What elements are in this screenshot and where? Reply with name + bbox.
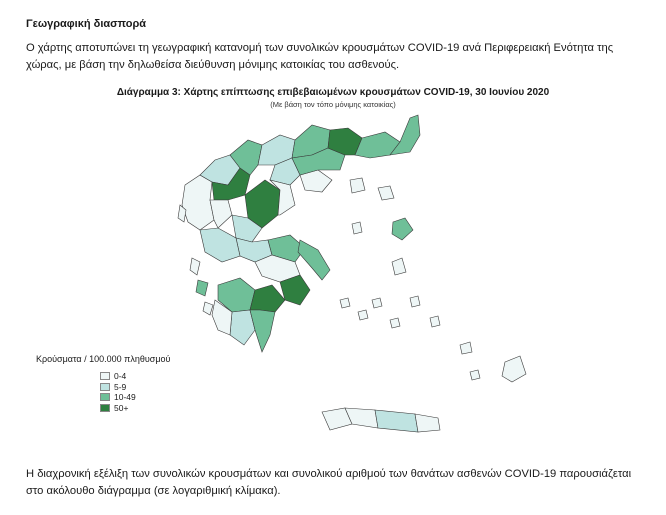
map-region: [182, 175, 214, 230]
map-region: [392, 218, 413, 240]
map-region: [392, 258, 406, 275]
map-region: [203, 302, 213, 315]
legend-swatch: [100, 383, 110, 391]
legend-swatch: [100, 372, 110, 380]
legend-title: Κρούσματα / 100.000 πληθυσμού: [36, 354, 171, 364]
map-region: [298, 240, 330, 280]
map-subtitle: (Με βάση τον τόπο μόνιμης κατοικίας): [270, 100, 396, 109]
legend-swatch: [100, 404, 110, 412]
map-region: [375, 410, 418, 432]
legend-item: [100, 392, 136, 402]
map-region: [190, 258, 200, 275]
map-region: [358, 310, 368, 320]
map-region: [390, 318, 400, 328]
map-region: [460, 342, 472, 354]
intro-paragraph: Ο χάρτης αποτυπώνει τη γεωγραφική κατανομή των συνολικών κρουσμάτων COVID-19 ανά Περιφερειακή Ενότητα της χώρας, με βάση την δηλωθείσα διεύθυνση μόνιμης κατοικίας του ασθενούς.: [26, 42, 614, 71]
map-region: [502, 356, 526, 382]
map-region: [350, 178, 365, 193]
map-region: [345, 408, 378, 428]
legend-label: 50+: [114, 402, 129, 413]
map-region: [352, 222, 362, 234]
map-region: [250, 285, 285, 312]
map-region: [410, 296, 420, 307]
legend-label: 5-9: [114, 381, 127, 392]
map-region: [378, 186, 394, 200]
map-region: [415, 414, 440, 432]
legend-item: [100, 382, 136, 392]
map-region: [210, 200, 232, 228]
legend-swatch: [100, 393, 110, 401]
map-region: [200, 228, 240, 262]
map-region: [196, 280, 208, 296]
map-region: [470, 370, 480, 380]
legend-item: [100, 403, 136, 413]
legend-label: 0-4: [114, 371, 127, 381]
outro-paragraph: Η διαχρονική εξέλιξη των συνολικών κρουσμάτων και συνολικού αριθμού των θανάτων ασθενών COVID-19 παρουσιάζεται στο ακόλουθο διάγραμμα (σε λογαριθμική κλίμακα).: [26, 468, 632, 497]
map-legend: [100, 371, 136, 413]
legend-label: 10-49: [114, 392, 136, 402]
map-region: [390, 115, 420, 155]
legend-item: [100, 371, 136, 381]
map-region: [340, 298, 350, 308]
section-title: Γεωγραφική διασπορά: [26, 18, 147, 30]
map-title: Διάγραμμα 3: Χάρτης επίπτωσης επιβεβαιωμένων κρουσμάτων COVID-19, 30 Ιουνίου 2020: [116, 87, 550, 98]
map-region: [372, 298, 382, 308]
map-region: [430, 316, 440, 327]
